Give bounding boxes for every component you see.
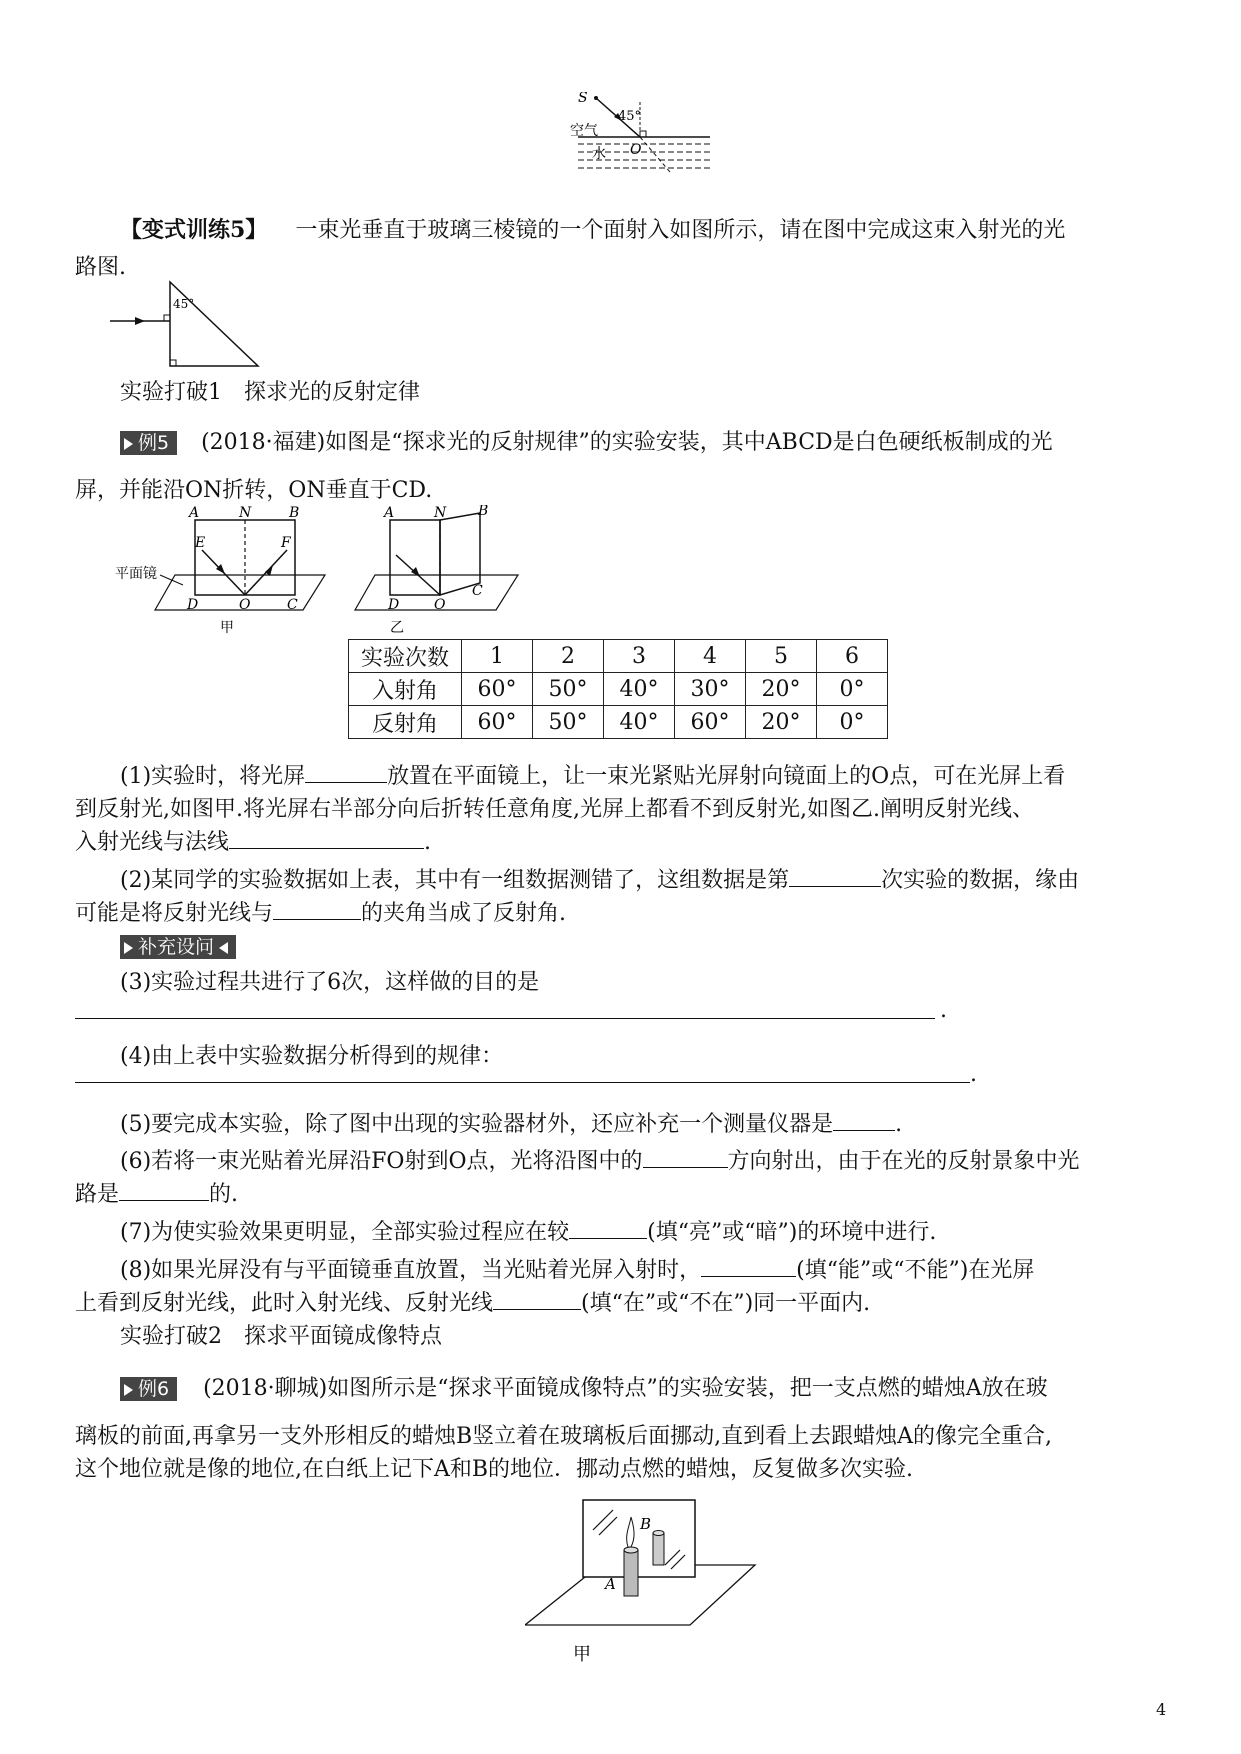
table-cell: 3 — [604, 640, 675, 673]
reflection-figure-jia — [115, 505, 335, 635]
ex6-tag: 例6 — [120, 1377, 177, 1401]
point-n-label: N — [434, 505, 447, 521]
point-e-label: E — [195, 535, 206, 551]
point-o-label: O — [239, 597, 251, 613]
table-cell: 入射角 — [349, 673, 462, 706]
table-cell: 0° — [817, 706, 888, 739]
q8-text: (填“在”或“不在”)同一平面内. — [581, 1291, 871, 1316]
table-cell: 2 — [533, 640, 604, 673]
q2-line1 — [120, 864, 1230, 897]
ex6-text: (2018·聊城)如图所示是“探求平面镜成像特点”的实验安装，把一支点燃的蜡烛A放在玻 — [203, 1376, 1048, 1401]
supplement-tag: 补充设问 — [120, 935, 236, 959]
q1-text: (1)实验时，将光屏 — [120, 764, 306, 789]
q5-text: (5)要完成本实验，除了图中出现的实验器材外，还应补充一个测量仪器是 — [120, 1112, 834, 1137]
refraction-figure — [570, 92, 715, 187]
q5-line1: (5)要完成本实验，除了图中出现的实验器材外，还应补充一个测量仪器是 . — [120, 1108, 1230, 1141]
q7-text: (填“亮”或“暗”)的环境中进行. — [647, 1220, 937, 1245]
table-cell: 1 — [462, 640, 533, 673]
table-cell: 实验次数 — [349, 640, 462, 673]
table-cell: 40° — [604, 706, 675, 739]
q8-text: (填“能”或“不能”)在光屏 — [796, 1258, 1035, 1283]
ex5-text: (2018·福建)如图是“探求光的反射规律”的实验安装，其中ABCD是白色硬纸板制成的光 — [201, 430, 1053, 455]
answer-blank[interactable] — [273, 897, 361, 920]
answer-blank[interactable] — [643, 1145, 728, 1168]
table-row — [349, 640, 888, 673]
table-cell: 20° — [746, 673, 817, 706]
caption-yi: 乙 — [390, 620, 404, 635]
exp2-title: 实验打破2 探求平面镜成像特点 — [120, 1324, 442, 1349]
table-cell: 50° — [533, 673, 604, 706]
answer-blank[interactable] — [493, 1287, 581, 1310]
table-row — [349, 673, 888, 706]
exp1-title: 实验打破1 探求光的反射定律 — [120, 380, 420, 405]
point-d-label: D — [187, 597, 199, 613]
table-cell: 反射角 — [349, 706, 462, 739]
answer-line[interactable] — [75, 1018, 935, 1019]
table-cell: 4 — [675, 640, 746, 673]
table-cell: 60° — [462, 673, 533, 706]
point-a-label: A — [384, 505, 395, 521]
page-number: 4 — [1156, 1700, 1167, 1719]
q1-line3: 入射光线与法线 . — [75, 826, 1185, 859]
point-o-label: O — [630, 142, 642, 158]
point-d-label: D — [388, 597, 400, 613]
q6-line1 — [120, 1145, 1230, 1178]
q6-text: 方向射出，由于在光的反射景象中光 — [727, 1149, 1080, 1174]
q4-end: . — [970, 1062, 977, 1087]
q3-line1: (3)实验过程共进行了6次，这样做的目的是 — [120, 970, 540, 995]
triangle-icon — [124, 1384, 133, 1396]
point-a-label: A — [189, 505, 200, 521]
prism-angle-label: 45° — [173, 297, 195, 311]
q7-line1 — [120, 1216, 1230, 1249]
point-b-label: B — [478, 505, 489, 519]
candle-a-label: A — [605, 1575, 616, 1593]
mirror-label: 平面镜 — [115, 566, 157, 582]
q2-text: 可能是将反射光线与 — [75, 901, 274, 926]
q2-text: 的夹角当成了反射角. — [361, 901, 567, 926]
point-s-label: S — [578, 92, 588, 106]
triangle-icon — [124, 942, 133, 954]
triangle-icon — [124, 438, 133, 450]
q1-text: 入射光线与法线 — [75, 830, 230, 855]
q8-text: 上看到反射光线，此时入射光线、反射光线 — [75, 1291, 494, 1316]
point-n-label: N — [239, 505, 252, 521]
answer-blank[interactable] — [119, 1178, 209, 1201]
prism-figure — [110, 278, 270, 373]
data-table — [348, 639, 888, 739]
q2-text: (2)某同学的实验数据如上表，其中有一组数据测错了，这组数据是第 — [120, 868, 790, 893]
q4-line1: (4)由上表中实验数据分析得到的规律： — [120, 1044, 504, 1069]
training5-heading: 【变式训练5】 — [120, 217, 268, 243]
reflection-figure-yi — [350, 505, 525, 635]
answer-blank[interactable] — [569, 1216, 647, 1239]
ex5-line1 — [75, 426, 1185, 459]
caption-jia: 甲 — [220, 620, 234, 635]
q1-line2: 到反射光,如图甲.将光屏右半部分向后折转任意角度,光屏上都看不到反射光,如图乙.阐明反射光线、 — [75, 797, 1034, 822]
table-cell: 20° — [746, 706, 817, 739]
training5-line2: 路图. — [75, 255, 126, 280]
answer-blank[interactable] — [701, 1254, 796, 1277]
ex6-line1 — [75, 1372, 1185, 1405]
q8-line1 — [120, 1254, 1230, 1287]
table-cell: 60° — [462, 706, 533, 739]
angle-label: 45° — [618, 109, 642, 124]
q6-text: 的. — [209, 1182, 239, 1207]
answer-blank[interactable] — [305, 760, 387, 783]
point-c-label: C — [472, 583, 483, 599]
q8-line2 — [75, 1287, 1185, 1320]
triangle-left-icon — [219, 942, 228, 954]
q2-line2 — [75, 897, 1185, 930]
table-cell: 50° — [533, 706, 604, 739]
answer-blank[interactable] — [229, 826, 424, 849]
caption-jia: 甲 — [573, 1644, 591, 1665]
point-o-label: O — [434, 597, 446, 613]
training5-text: 一束光垂直于玻璃三棱镜的一个面射入如图所示，请在图中完成这束入射光的光 — [295, 218, 1066, 243]
q2-text: 次实验的数据，缘由 — [881, 868, 1080, 893]
q6-line2 — [75, 1178, 1185, 1211]
answer-blank[interactable] — [789, 864, 881, 887]
q6-text: (6)若将一束光贴着光屏沿FO射到O点，光将沿图中的 — [120, 1149, 643, 1174]
q1-line1 — [120, 760, 1230, 793]
table-cell: 30° — [675, 673, 746, 706]
training5-line1 — [75, 214, 1185, 247]
ex6-line3: 这个地位就是像的地位,在白纸上记下A和B的地位．挪动点燃的蜡烛，反复做多次实验. — [75, 1457, 914, 1482]
ex6-line2: 璃板的前面,再拿另一支外形相反的蜡烛B竖立着在玻璃板后面挪动,直到看上去跟蜡烛A的像完全重合, — [75, 1424, 1053, 1449]
table-cell: 6 — [817, 640, 888, 673]
q3-end: . — [940, 998, 947, 1023]
q8-text: (8)如果光屏没有与平面镜垂直放置，当光贴着光屏入射时， — [120, 1258, 702, 1283]
point-f-label: F — [281, 535, 291, 551]
candle-figure — [525, 1495, 765, 1665]
table-cell: 0° — [817, 673, 888, 706]
answer-line[interactable] — [75, 1082, 970, 1083]
table-cell: 40° — [604, 673, 675, 706]
point-b-label: B — [289, 505, 300, 521]
ex5-line2: 屏，并能沿ON折转，ON垂直于CD. — [75, 478, 433, 503]
candle-b-label: B — [640, 1515, 652, 1533]
ex5-tag: 例5 — [120, 431, 177, 455]
q6-text: 路是 — [75, 1182, 120, 1207]
air-label: 空气 — [570, 123, 598, 139]
table-cell: 5 — [746, 640, 817, 673]
table-row — [349, 706, 888, 739]
q7-text: (7)为使实验效果更明显，全部实验过程应在较 — [120, 1220, 570, 1245]
q1-text: 放置在平面镜上，让一束光紧贴光屏射向镜面上的O点，可在光屏上看 — [387, 764, 1066, 789]
answer-blank[interactable] — [833, 1108, 895, 1131]
water-label: 水 — [592, 146, 606, 162]
point-c-label: C — [287, 597, 298, 613]
table-cell: 60° — [675, 706, 746, 739]
